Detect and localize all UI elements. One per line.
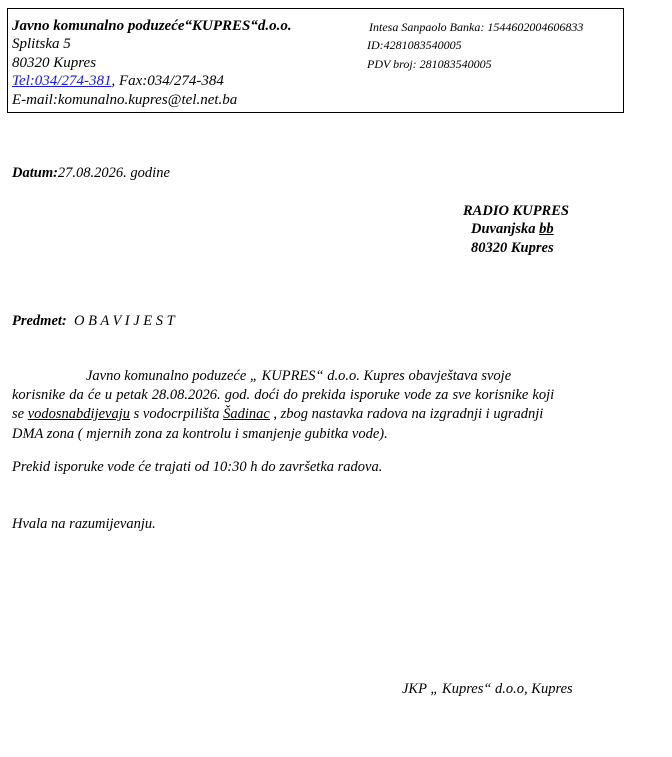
body-p1-line3-end: , zbog nastavka radova na izgradnji i ugradnji [269, 406, 544, 422]
bank-account: Intesa Sanpaolo Banka: 1544602004606833 [369, 20, 584, 34]
body-p1-line3-place-name: Šadinac [223, 406, 270, 422]
recipient-street [471, 219, 554, 239]
body-p1-line3-middle: s vodocrpilišta [130, 406, 224, 422]
company-name: Javno komunalno poduzeće“KUPRES“d.o.o. [12, 18, 292, 34]
date-value: 27.08.2026. godine [57, 165, 170, 181]
company-contact [12, 72, 224, 90]
company-fax: , Fax:034/274-384 [111, 73, 224, 89]
body-p1-line1: Javno komunalno poduzeće „ KUPRES“ d.o.o. Kupres obavještava svoje [86, 368, 512, 384]
date-label: Datum: [12, 165, 58, 181]
body-p3: Hvala na razumijevanju. [12, 516, 156, 532]
body-p1-line2: korisnike da će u petak 28.08.2026. god. doći do prekida isporuke vode za sve korisnike koji [12, 387, 555, 403]
company-street: Splitska 5 [12, 36, 71, 52]
subject-line [12, 311, 175, 331]
body-p1-line3 [12, 404, 543, 424]
subject-label: Predmet: [12, 313, 67, 329]
company-pdv: PDV broj: 281083540005 [367, 57, 492, 71]
body-p1-line3-start: se [12, 406, 28, 422]
company-id: ID:4281083540005 [367, 38, 462, 52]
subject-value: O B A V I J E S T [74, 313, 175, 329]
recipient-street-number: bb [539, 221, 554, 237]
signature: JKP „ Kupres“ d.o.o, Kupres [402, 681, 573, 697]
body-p1-line4: DMA zona ( mjernih zona za kontrolu i smanjenje gubitka vode). [12, 426, 388, 442]
body-p1-line3-underlined-word: vodosnabdijevaju [27, 406, 131, 422]
recipient-city: 80320 Kupres [471, 240, 554, 256]
company-city: 80320 Kupres [12, 55, 97, 71]
company-email: E-mail:komunalno.kupres@tel.net.ba [12, 92, 238, 108]
phone-link[interactable]: Tel:034/274-381 [12, 73, 112, 89]
body-p2: Prekid isporuke vode će trajati od 10:30 h do završetka radova. [12, 459, 383, 475]
date-line [12, 163, 170, 183]
recipient-street-name: Duvanjska [471, 221, 540, 237]
recipient-name: RADIO KUPRES [463, 203, 569, 219]
